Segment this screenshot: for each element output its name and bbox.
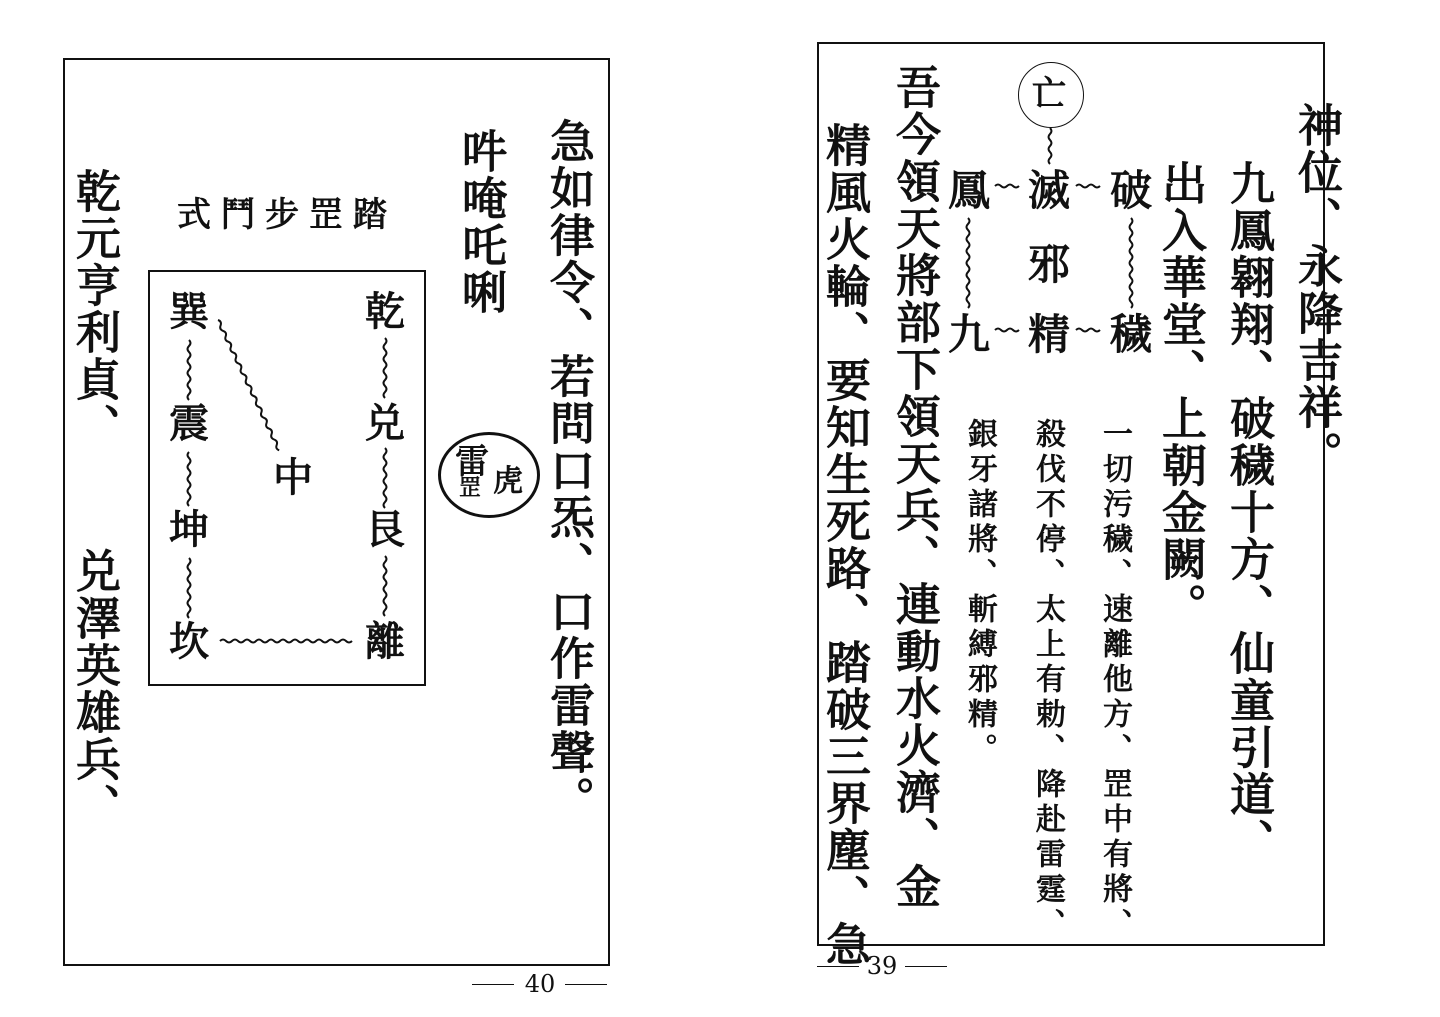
- connector-feng-mie: [995, 185, 1019, 188]
- circle-marker-char: 亡: [1032, 74, 1066, 114]
- gua-zhen: 震: [169, 400, 209, 447]
- connector-li-kan: [220, 640, 352, 643]
- seal-char-outer: 雷: [455, 442, 489, 482]
- center-zhong: 中: [273, 454, 313, 501]
- folio-rule-right-a: [817, 966, 859, 967]
- left-column-3: 乾元亨利貞、: [68, 168, 121, 450]
- right-column-2: 九鳳翱翔、破穢十方、仙童引道、: [1222, 160, 1275, 865]
- gua-xun: 巽: [169, 288, 209, 335]
- diagram-jing: 精: [1027, 310, 1070, 359]
- small-text-column-3: 銀牙諸將、斬縛邪精。: [962, 418, 997, 768]
- gua-dui: 兑: [365, 400, 405, 447]
- gua-gen: 艮: [365, 506, 405, 553]
- diagram-po: 破: [1109, 166, 1152, 215]
- left-column-1: 急如律令、若問口炁、口作雷聲。: [542, 118, 595, 823]
- connector-qian-dui: [384, 338, 387, 398]
- connector-jiu-jing: [995, 329, 1019, 332]
- diagram-hui: 穢: [1109, 310, 1152, 359]
- diagram-title: 踏罡步鬥式: [177, 195, 397, 235]
- connector-feng-jiu: [967, 218, 970, 308]
- page-number-left: 40: [524, 970, 556, 998]
- folio-rule-left-b: [565, 984, 607, 985]
- right-column-4: 吾今領天將部下領天兵、連動水火濟、金: [888, 64, 941, 910]
- connector-xun-zhong: [218, 320, 279, 450]
- diagram-xie: 邪: [1027, 240, 1070, 289]
- left-column-4: 兑澤英雄兵、: [68, 548, 121, 830]
- gua-kun: 坤: [169, 506, 209, 553]
- right-column-5: 精風火輪、要知生死路、踏破三界塵、急: [818, 122, 871, 968]
- diagram-jiu: 九: [947, 310, 990, 359]
- gua-qian: 乾: [365, 288, 405, 335]
- connector-gen-li: [384, 556, 387, 616]
- seal-char-inner: 虎: [493, 464, 523, 499]
- connector-kun-zhen: [188, 452, 191, 506]
- small-text-column-2: 殺伐不停、太上有勅、降赴雷霆、: [1030, 418, 1065, 943]
- right-column-3: 出入華堂、上朝金闕。: [1154, 160, 1207, 630]
- diagram-mie: 滅: [1027, 166, 1070, 215]
- seal-char-extra: 罡: [459, 475, 482, 501]
- mantra-column: 吽唵吒唎: [454, 128, 507, 316]
- gua-kan: 坎: [169, 618, 209, 665]
- right-column-1: 神位、永降吉祥。: [1290, 102, 1343, 478]
- gua-li: 離: [365, 618, 405, 665]
- connector-po-hui: [1130, 218, 1133, 308]
- connector-circle-mie: [1049, 128, 1052, 164]
- connector-zhen-xun: [188, 340, 191, 400]
- connector-dui-gen: [384, 448, 387, 508]
- page-number-right: 39: [866, 952, 898, 980]
- connector-jing-hui: [1076, 329, 1100, 332]
- diagram-feng: 鳳: [947, 166, 990, 215]
- small-text-column-1: 一切污穢、速離他方、罡中有將、: [1097, 418, 1132, 943]
- folio-rule-left-a: [472, 984, 514, 985]
- folio-rule-right-b: [905, 966, 947, 967]
- connector-mie-po: [1076, 185, 1100, 188]
- connector-kan-kun: [188, 558, 191, 618]
